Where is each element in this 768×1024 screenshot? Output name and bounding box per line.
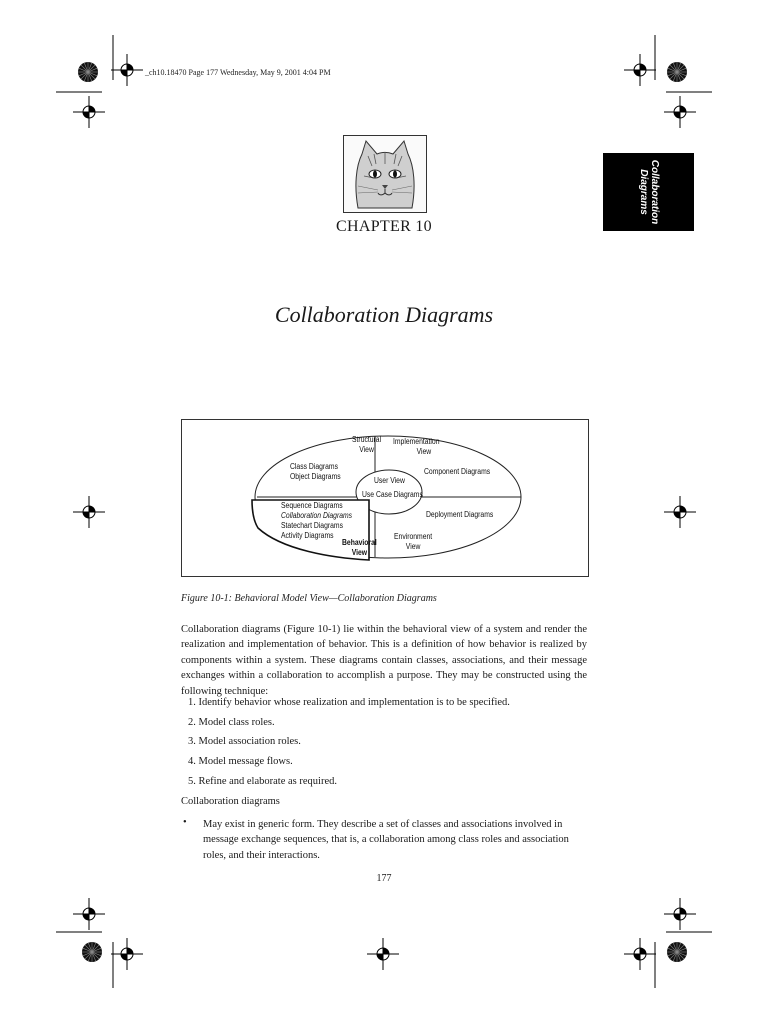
registration-target-icon <box>73 96 105 128</box>
deployment-diagrams-label: Deployment Diagrams <box>426 510 494 519</box>
starburst-mark-icon <box>667 62 687 82</box>
registration-target-icon <box>367 938 399 970</box>
chapter-cat-illustration <box>343 135 427 213</box>
registration-target-icon <box>664 96 696 128</box>
chapter-label: CHAPTER 10 <box>336 218 432 235</box>
registration-target-icon <box>664 898 696 930</box>
registration-target-icon <box>664 496 696 528</box>
structural-diagrams-list: Class Diagrams Object Diagrams <box>290 462 341 481</box>
body-paragraph: Collaboration diagrams (Figure 10-1) lie within the behavioral view of a system and render the realization and implementation of behavior. This is a definition of how behavior is realized by components within a system. These diagrams contain classes, associations, and their message exchanges within a collaboration to accomplish a purpose. They may be constructed using the following technique: <box>181 624 587 697</box>
thumb-tab-line-2: Diagrams <box>637 169 649 215</box>
collaboration-diagrams-intro: Collaboration diagrams <box>181 796 280 807</box>
list-item: 4. Model message flows. <box>188 756 293 768</box>
print-slug: _ch10.18470 Page 177 Wednesday, May 9, 2001 4:04 PM <box>145 68 331 77</box>
component-diagrams-label: Component Diagrams <box>424 467 491 476</box>
use-case-diagrams-label: Use Case Diagrams <box>362 490 423 499</box>
list-item: 5. Refine and elaborate as required. <box>188 775 337 787</box>
thumb-tab-text <box>638 160 660 224</box>
thumb-tab-line-1: Collaboration <box>648 159 660 225</box>
starburst-mark-icon <box>78 62 98 82</box>
bullet-symbol: • <box>183 817 187 828</box>
list-item: 3. Model association roles. <box>188 736 301 748</box>
implementation-view-label: Implementation View <box>393 437 440 456</box>
starburst-mark-icon <box>82 942 102 962</box>
environment-view-label: Environment View <box>394 532 433 551</box>
starburst-mark-icon <box>667 942 687 962</box>
chapter-title: Collaboration Diagrams <box>274 302 494 327</box>
figure-10-1 <box>181 419 589 577</box>
behavioral-view-label: Behavioral View <box>342 538 377 557</box>
registration-target-icon <box>111 54 143 86</box>
behavioral-diagrams-list: Sequence Diagrams Collaboration Diagrams Statechart Diagrams Activity Diagrams <box>281 501 353 540</box>
structural-view-label: Structural View <box>352 435 382 454</box>
page-number: 177 <box>376 873 392 884</box>
list-item: 2. Model class roles. <box>188 716 275 728</box>
cat-face-icon <box>344 136 426 212</box>
registration-target-icon <box>73 898 105 930</box>
registration-target-icon <box>111 938 143 970</box>
technique-steps-list <box>188 697 510 795</box>
figure-caption: Figure 10-1: Behavioral Model View—Collaboration Diagrams <box>181 593 437 604</box>
registration-target-icon <box>73 496 105 528</box>
user-view-label: User View <box>374 476 405 485</box>
bullet-item-text: May exist in generic form. They describe a set of classes and associations involved in message exchange sequences, that is, a collaboration among class roles and association roles, and their interactions. <box>203 819 569 861</box>
list-item: 1. Identify behavior whose realization and implementation is to be specified. <box>188 697 510 708</box>
registration-target-icon <box>624 54 656 86</box>
registration-target-icon <box>624 938 656 970</box>
